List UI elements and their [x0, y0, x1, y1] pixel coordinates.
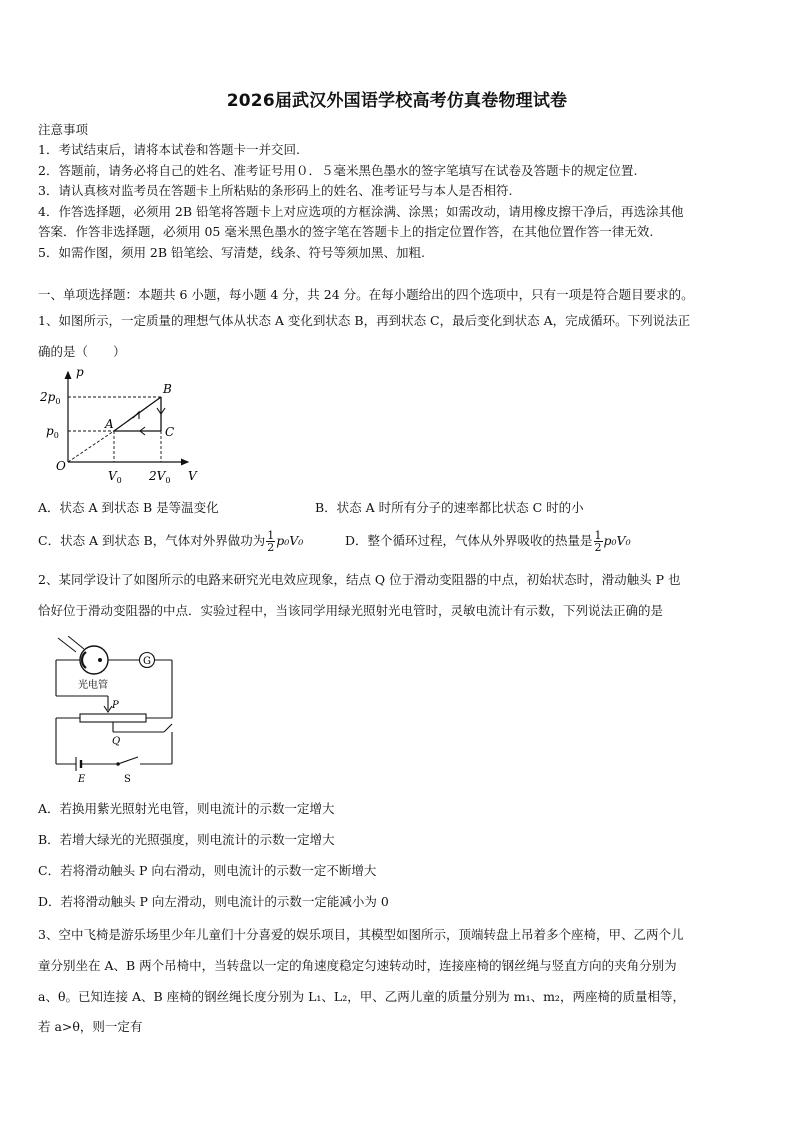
q1-option-d: D．整个循环过程，气体从外界吸收的热量是 $\frac{1}{2}$ p₀V₀ [345, 529, 631, 554]
q1-point-a: A [105, 417, 114, 431]
phototube-icon [80, 646, 108, 674]
phototube-label: 光电管 [78, 680, 108, 691]
q1-label-v: V [188, 469, 197, 483]
q1-point-b: B [163, 382, 172, 396]
notes-item-3: 3．请认真核对监考员在答题卡上所粘贴的条形码上的姓名、准考证号与本人是否相符. [38, 183, 513, 198]
q2-option-a: A．若换用紫光照射光电管，则电流计的示数一定增大 [38, 801, 335, 816]
q1-option-b: B．状态 A 时所有分子的速率都比状态 C 时的小 [315, 500, 584, 515]
label-p: P [112, 700, 119, 711]
q1-tick-p0: $p_0$ [46, 424, 59, 440]
q1-tick-2v0: $2V_0$ [149, 469, 171, 485]
q1-tick-v0: $V_0$ [108, 469, 122, 485]
q1-stem-line2: 确的是（ ） [38, 344, 126, 359]
q1-stem-line1: 1、如图所示，一定质量的理想气体从状态 A 变化到状态 B，再到状态 C，最后变化到状态 A，完成循环。下列说法正 [38, 313, 691, 328]
q3-stem-line4: 若 a>θ，则一定有 [38, 1019, 143, 1034]
switch-icon [118, 757, 138, 764]
exam-title: 2026届武汉外国语学校高考仿真卷物理试卷 [226, 91, 568, 111]
q1-label-origin: O [56, 459, 66, 473]
svg-text:G: G [143, 656, 151, 667]
rheostat [80, 714, 146, 722]
q3-stem-line2: 童分别坐在 A、B 两个吊椅中，当转盘以一定的角速度稳定匀速转动时，连接座椅的钢丝绳与竖直方向的夹角分别为 [38, 958, 677, 973]
q2-option-c: C．若将滑动触头 P 向右滑动，则电流计的示数一定不断增大 [38, 863, 377, 878]
q1-pv-diagram [38, 366, 198, 490]
q1-label-p: p [76, 366, 84, 379]
label-q: Q [112, 736, 121, 747]
q2-circuit-diagram [46, 636, 196, 788]
notes-item-2: 2．答题前，请务必将自己的姓名、准考证号用０．５毫米黑色墨水的签字笔填写在试卷及答题卡的规定位置. [38, 163, 638, 178]
q1-tick-2p0: $2p_0$ [40, 390, 61, 406]
section-heading: 一、单项选择题：本题共 6 小题，每小题 4 分，共 24 分。在每小题给出的四个选项中，只有一项是符合题目要求的。 [38, 287, 694, 302]
label-e: E [78, 774, 86, 785]
q2-stem-line2: 恰好位于滑动变阻器的中点．实验过程中，当该同学用绿光照射光电管时，灵敏电流计有示数，下列说法正确的是 [38, 603, 664, 618]
notes-item-4: 4．作答选择题，必须用 2B 铅笔将答题卡上对应选项的方框涂满、涂黑；如需改动，请用橡皮擦干净后，再选涂其他 [38, 204, 684, 219]
q3-stem-line3: a、θ。已知连接 A、B 座椅的钢丝绳长度分别为 L₁、L₂，甲、乙两儿童的质量分别为 m₁、m₂，两座椅的质量相等， [38, 989, 685, 1004]
notes-item-1: 1．考试结束后，请将本试卷和答题卡一并交回. [38, 142, 300, 157]
label-s: S [124, 774, 131, 785]
q3-stem-line1: 3、空中飞椅是游乐场里少年儿童们十分喜爱的娱乐项目，其模型如图所示，顶端转盘上吊着多个座椅，甲、乙两个儿 [38, 927, 684, 942]
notes-heading: 注意事项 [38, 122, 89, 137]
q2-stem-line1: 2、某同学设计了如图所示的电路来研究光电效应现象，结点 Q 位于滑动变阻器的中点，初始状态时，滑动触头 P 也 [38, 572, 681, 587]
q1-option-c: C．状态 A 到状态 B，气体对外界做功为 $\frac{1}{2}$ p₀V₀ [38, 529, 304, 554]
q1-point-c: C [165, 425, 175, 439]
notes-item-5: 5．如需作图，须用 2B 铅笔绘、写清楚，线条、符号等须加黑、加粗. [38, 245, 426, 260]
q1-option-a: A．状态 A 到状态 B 是等温变化 [38, 500, 219, 515]
q2-option-b: B．若增大绿光的光照强度，则电流计的示数一定增大 [38, 832, 335, 847]
notes-item-4-cont: 答案．作答非选择题，必须用 05 毫米黑色墨水的签字笔在答题卡上的指定位置作答，在其他位置作答一律无效. [38, 224, 654, 239]
q2-option-d: D．若将滑动触头 P 向左滑动，则电流计的示数一定能减小为 0 [38, 894, 389, 909]
